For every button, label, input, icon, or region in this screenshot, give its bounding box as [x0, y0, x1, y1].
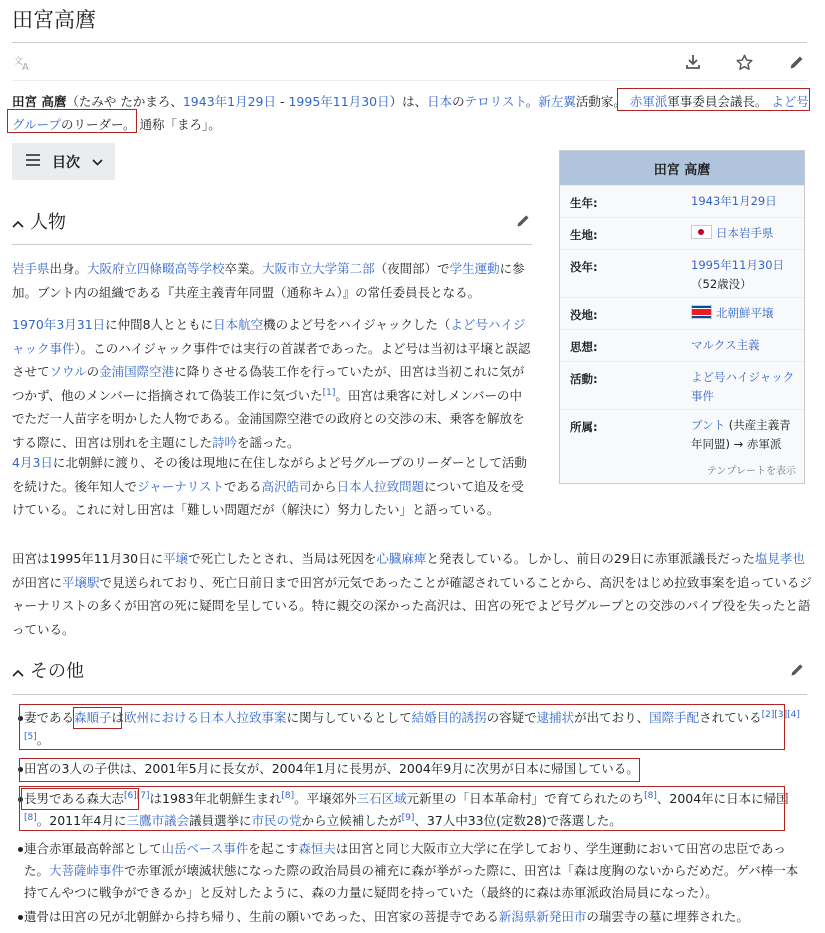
- reference[interactable]: [9]: [401, 812, 415, 823]
- lead-text: 。: [525, 94, 539, 109]
- text: と発表している。しかし、前日の29日に赤軍派議長だった: [426, 551, 755, 566]
- link[interactable]: 三鷹市議会: [126, 813, 190, 828]
- lead-text: 軍事委員会議長。: [667, 94, 768, 109]
- link-japan[interactable]: 日本: [427, 94, 453, 109]
- link[interactable]: 4月3日: [12, 455, 53, 470]
- link[interactable]: 心臓麻痺: [376, 551, 427, 566]
- link[interactable]: ジャーナリスト: [137, 478, 225, 494]
- infobox-value: [691, 256, 801, 294]
- infobox-key: 思想:: [570, 340, 598, 354]
- highlight-box: [617, 88, 810, 111]
- text: に: [499, 261, 513, 276]
- infobox-key: 生年:: [570, 196, 598, 210]
- text: から: [311, 478, 337, 494]
- infobox-row: [560, 361, 804, 410]
- infobox-value-link[interactable]: 北朝鮮平壌: [716, 306, 774, 320]
- link[interactable]: 結婚目的誘拐: [411, 710, 487, 725]
- list-item-text: [24, 838, 802, 904]
- text: 機のよど号をハイジャックした（: [263, 317, 451, 332]
- link[interactable]: 高沢皓司: [261, 478, 312, 494]
- text: の瑞雲寺の墓に埋葬された。: [586, 909, 749, 924]
- infobox-row: [560, 297, 804, 330]
- infobox-key: 生地:: [570, 228, 598, 242]
- north-korea-flag-icon: [691, 305, 712, 319]
- link[interactable]: 金浦国際空港: [99, 364, 175, 379]
- text: 参加。ブント内の組織である『共産主義青年同盟（通称キム）』の常任委員長となる。: [12, 261, 525, 300]
- link[interactable]: 国際手配: [649, 710, 700, 725]
- toc-button[interactable]: [12, 143, 115, 180]
- infobox-value-link[interactable]: 1943年1月29日: [691, 194, 777, 208]
- infobox-row: [560, 217, 804, 250]
- text: が田宮に: [12, 574, 63, 590]
- infobox-row: [560, 185, 804, 218]
- infobox-value-link[interactable]: よど号ハイジャック事件: [691, 370, 795, 403]
- link[interactable]: 大阪市立大学第二部: [262, 261, 375, 276]
- link[interactable]: 3月31日: [56, 317, 106, 332]
- text: 妻である: [24, 710, 75, 725]
- edit-section-icon[interactable]: [512, 210, 534, 232]
- text: 連合赤軍最高幹部として: [24, 841, 162, 856]
- toc-label: 目次: [52, 154, 80, 171]
- text: に仲間8人とともに: [105, 317, 214, 332]
- highlight-box: [73, 707, 122, 729]
- arrow: →: [733, 437, 744, 451]
- link-birth-date[interactable]: 1943年1月29日: [182, 94, 277, 109]
- translate-icon[interactable]: [12, 52, 34, 74]
- japan-flag-icon: [691, 225, 712, 239]
- svg-text:文: 文: [14, 57, 24, 67]
- infobox-value-link[interactable]: マルクス主義: [691, 338, 760, 352]
- text: 田宮は1995年11月30日に: [12, 551, 164, 566]
- text: は: [111, 710, 125, 725]
- infobox-value-link[interactable]: ブント: [691, 418, 726, 432]
- link[interactable]: よど号ハイジャック事件: [12, 317, 526, 356]
- infobox: [559, 150, 805, 484]
- chevron-down-icon: [92, 154, 103, 170]
- infobox-key: 没地:: [570, 308, 598, 322]
- text: に関与しているとして: [286, 710, 412, 725]
- age-at-death: （52歳没）: [691, 277, 752, 291]
- section-title: 人物: [30, 212, 66, 233]
- text: 、2004年に日本に帰国: [656, 791, 789, 806]
- text: で死亡したとされ、当局は死因を: [188, 551, 377, 566]
- link[interactable]: 平壌駅: [62, 574, 100, 590]
- link[interactable]: 市民の党: [251, 813, 302, 828]
- link-death-date[interactable]: 1995年11月30日: [288, 94, 390, 109]
- reference[interactable]: [1]: [322, 387, 336, 398]
- link[interactable]: 逮捕状: [536, 710, 575, 725]
- infobox-key: 没年:: [570, 260, 598, 274]
- text: の容疑で: [486, 710, 537, 725]
- infobox-key: 所属:: [570, 420, 598, 434]
- section-title: その他: [30, 661, 84, 682]
- highlight-box: [19, 758, 640, 782]
- hamburger-icon: [26, 154, 40, 170]
- template-show-link[interactable]: テンプレートを表示: [706, 466, 796, 477]
- reference[interactable]: [8]: [281, 790, 295, 801]
- highlight-box: [21, 788, 139, 810]
- text: は田宮と同じ大阪市立大学に在学しており、学生運動において田宮の忠臣であった。: [24, 841, 786, 878]
- highlight-box: [7, 109, 137, 133]
- link[interactable]: 1970年: [12, 317, 57, 332]
- bullet-dot: [18, 915, 23, 920]
- link-yodo[interactable]: よど号: [771, 94, 809, 109]
- title-divider: [12, 42, 807, 43]
- lead-text: ）は、: [389, 94, 428, 109]
- infobox-value: [691, 416, 801, 454]
- text: 。平壌郊外: [294, 791, 357, 806]
- list-item-text: [24, 906, 802, 928]
- link[interactable]: 新発田市: [536, 909, 587, 924]
- link[interactable]: 新潟県: [498, 909, 537, 924]
- bullet-dot: [18, 847, 23, 852]
- link[interactable]: 日本人拉致問題: [336, 478, 425, 494]
- link[interactable]: 大阪府立四條畷高等学校: [87, 261, 225, 276]
- link[interactable]: ソウル: [49, 364, 87, 379]
- highlight-box: [19, 704, 785, 750]
- collapse-chevron-icon: [12, 212, 30, 233]
- link[interactable]: 大菩薩峠事件: [49, 863, 125, 878]
- reference[interactable]: [6]: [124, 790, 137, 801]
- link[interactable]: 詩吟: [212, 434, 238, 450]
- edit-section-icon[interactable]: [786, 659, 808, 681]
- link-red-army[interactable]: 赤軍派: [629, 94, 668, 109]
- paragraph-1: [12, 257, 532, 304]
- text: に北朝鮮に渡り、その後は現地に在住しながらよど号グループのリーダーとして活動を続けた。後年知人で: [12, 455, 527, 494]
- text: について追及を受けている。これに対し田宮は「難しい問題だが（解決に）努力したい」と語っている。: [12, 478, 524, 517]
- text: （夜間部）で: [374, 261, 450, 276]
- paragraph-4: [12, 547, 812, 641]
- infobox-value: [691, 224, 801, 243]
- section-heading-person[interactable]: [12, 208, 66, 234]
- text: は1983年北朝鮮生まれ: [149, 791, 282, 806]
- paragraph-2: [12, 313, 532, 454]
- infobox-row: [560, 409, 804, 460]
- text: 出身。: [49, 261, 88, 276]
- link[interactable]: 森恒夫: [298, 841, 336, 856]
- infobox-text: 赤軍派: [746, 437, 782, 451]
- list-item-text: 田宮の3人の子供は、2001年5月に長女が、2004年1月に長男が、2004年9月に次男が日本に帰国している。: [24, 761, 639, 776]
- link[interactable]: 欧州における日本人拉致事案: [124, 710, 287, 725]
- paragraph-3: [12, 451, 532, 522]
- star-icon[interactable]: [733, 51, 755, 73]
- text: が出ており、: [574, 710, 650, 725]
- lead-text: の: [452, 94, 465, 109]
- infobox-value: [691, 304, 801, 323]
- text: 。2011年4月に: [36, 813, 127, 828]
- text: を謡った。: [237, 434, 300, 450]
- section-divider: [12, 244, 532, 245]
- link[interactable]: 学生運動: [449, 261, 500, 276]
- text: に降りさせる偽装工作を行っていたが、田宮は当初これに気がつかず、他のメンバーに指摘されて偽装工作に気づいた: [12, 364, 525, 403]
- text: 卒業。: [224, 261, 263, 276]
- link[interactable]: 三石区域: [356, 791, 407, 806]
- text: を起こす: [248, 841, 299, 856]
- link[interactable]: 平壌: [163, 551, 189, 566]
- text: である: [224, 478, 262, 494]
- text: の: [86, 364, 100, 379]
- link[interactable]: 森順子: [74, 710, 112, 725]
- infobox-value-link[interactable]: 1995年11月30日: [691, 258, 785, 272]
- text: 。田宮は乗客に対しメンバーの中でただ一人苗字を明かした人物である。金浦国際空港での政府との交渉の末、乗客を解放をする際に、田宮は別れを主題にした: [12, 387, 525, 450]
- section-divider: [12, 694, 807, 695]
- pencil-icon[interactable]: [785, 51, 807, 73]
- section-heading-other[interactable]: [12, 657, 84, 683]
- toolbar-divider: [12, 80, 807, 81]
- page-title: 田宮高麿: [12, 8, 96, 32]
- collapse-chevron-icon: [12, 661, 30, 682]
- text: 長男である森大志: [24, 791, 125, 806]
- link-group[interactable]: グループ: [12, 117, 62, 132]
- text: 議員選挙に: [189, 813, 252, 828]
- reference[interactable]: [7]: [136, 790, 150, 801]
- link-new-left[interactable]: 新左翼: [538, 94, 576, 109]
- download-icon[interactable]: [682, 51, 704, 73]
- text: 。: [36, 732, 50, 747]
- text: 遺骨は田宮の兄が北朝鮮から持ち帰り、生前の願いであった、田宮家の菩提寺である: [24, 909, 499, 924]
- infobox-row: [560, 329, 804, 362]
- link[interactable]: 岩手県: [12, 261, 50, 276]
- subject-name: 田宮 高麿: [12, 94, 67, 109]
- svg-text:A: A: [22, 62, 29, 71]
- reference[interactable]: [2][3][4][5]: [24, 709, 800, 742]
- text: ）。このハイジャック事件では実行の首謀者であった。よど号は当初は平壌と誤認させて: [12, 340, 531, 379]
- reading-text: （たみや たかまろ、: [66, 94, 183, 109]
- text: で見送られており、死亡日前日まで田宮が元気であったことが確認されていることから、高沢をはじめ拉致事案を追っているジャーナリストの多くが田宮の死に疑問を呈している。特に親交の深かった高沢は、田宮の死でよど号グループとの交渉のパイプ役を失ったと語っている。: [12, 574, 812, 637]
- reference[interactable]: [8]: [24, 812, 37, 823]
- link-terrorist[interactable]: テロリスト: [464, 94, 526, 109]
- separator: -: [276, 94, 289, 109]
- infobox-key: 活動:: [570, 372, 598, 386]
- text: 元新里の「日本革命村」で育てられたのち: [406, 791, 645, 806]
- infobox-text: (共産主義青年同盟): [691, 418, 791, 451]
- text: されている: [699, 710, 762, 725]
- infobox-row: [560, 249, 804, 298]
- infobox-title: 田宮 高麿: [560, 151, 804, 185]
- text: から立候補したが: [301, 813, 402, 828]
- link[interactable]: 塩見孝也: [754, 551, 805, 566]
- link[interactable]: 山岳ベース事件: [161, 841, 249, 856]
- lead-text: のリーダー。: [61, 117, 136, 132]
- infobox-value-link[interactable]: 日本岩手県: [716, 226, 774, 240]
- link[interactable]: 日本航空: [213, 317, 264, 332]
- text: で赤軍派が壊滅状態になった際の政治局員の補充に森が挙がった際に、田宮は「森は度胸のないからだめだ。ゲバ棒一本持てんやつに戦争ができるか」と反対したように、森の力量に疑問を持っていた（最終的に森は赤軍派政治局員になった）。: [24, 863, 799, 900]
- reference[interactable]: [8]: [644, 790, 657, 801]
- lead-text: 通称「まろ」。: [139, 117, 221, 132]
- lead-text: 活動家。: [575, 94, 626, 109]
- text: 、37人中33位(定数28)で落選した。: [414, 813, 622, 828]
